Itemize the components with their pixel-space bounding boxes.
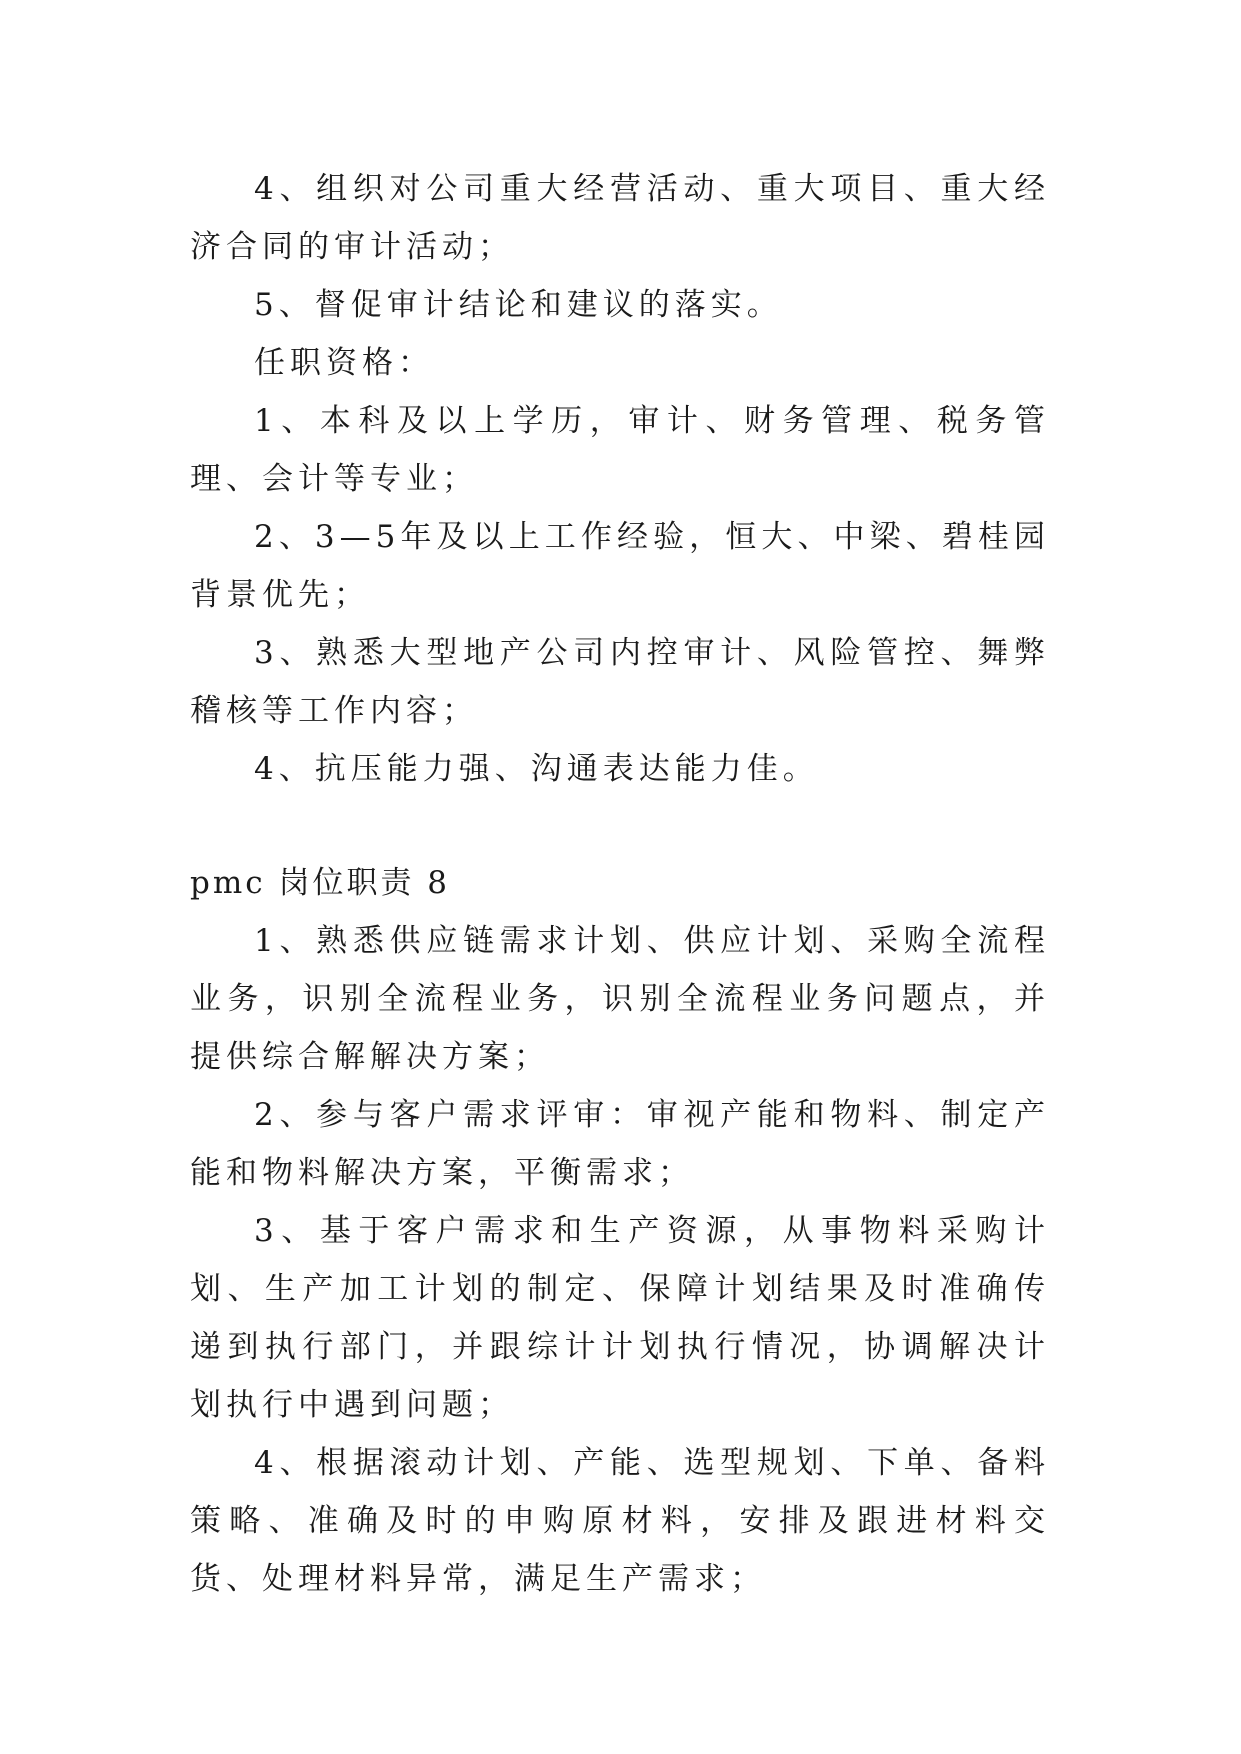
paragraph: 3、熟悉大型地产公司内控审计、风险管控、舞弊稽核等工作内容； bbox=[190, 635, 1050, 729]
paragraph: 1、本科及以上学历，审计、财务管理、税务管理、会计等专业； bbox=[190, 403, 1050, 497]
paragraph: 4、抗压能力强、沟通表达能力佳。 bbox=[254, 751, 819, 787]
paragraph: 2、参与客户需求评审：审视产能和物料、制定产能和物料解决方案，平衡需求； bbox=[190, 1097, 1050, 1191]
document-body bbox=[190, 160, 1050, 1608]
paragraph: 3、基于客户需求和生产资源，从事物料采购计划、生产加工计划的制定、保障计划结果及时准确传递到执行部门，并跟综计计划执行情况，协调解决计划执行中遇到问题； bbox=[190, 1213, 1050, 1423]
paragraph: 4、组织对公司重大经营活动、重大项目、重大经济合同的审计活动； bbox=[190, 171, 1050, 265]
section-label: 任职资格： bbox=[254, 345, 434, 381]
paragraph: 5、督促审计结论和建议的落实。 bbox=[254, 287, 783, 323]
paragraph: 2、3—5年及以上工作经验，恒大、中梁、碧桂园背景优先； bbox=[190, 519, 1050, 613]
section-heading: pmc 岗位职责 8 bbox=[190, 865, 451, 901]
paragraph: 1、熟悉供应链需求计划、供应计划、采购全流程业务，识别全流程业务，识别全流程业务问题点，并提供综合解解决方案； bbox=[190, 923, 1050, 1075]
paragraph: 4、根据滚动计划、产能、选型规划、下单、备料策略、准确及时的申购原材料，安排及跟进材料交货、处理材料异常，满足生产需求； bbox=[190, 1445, 1050, 1597]
